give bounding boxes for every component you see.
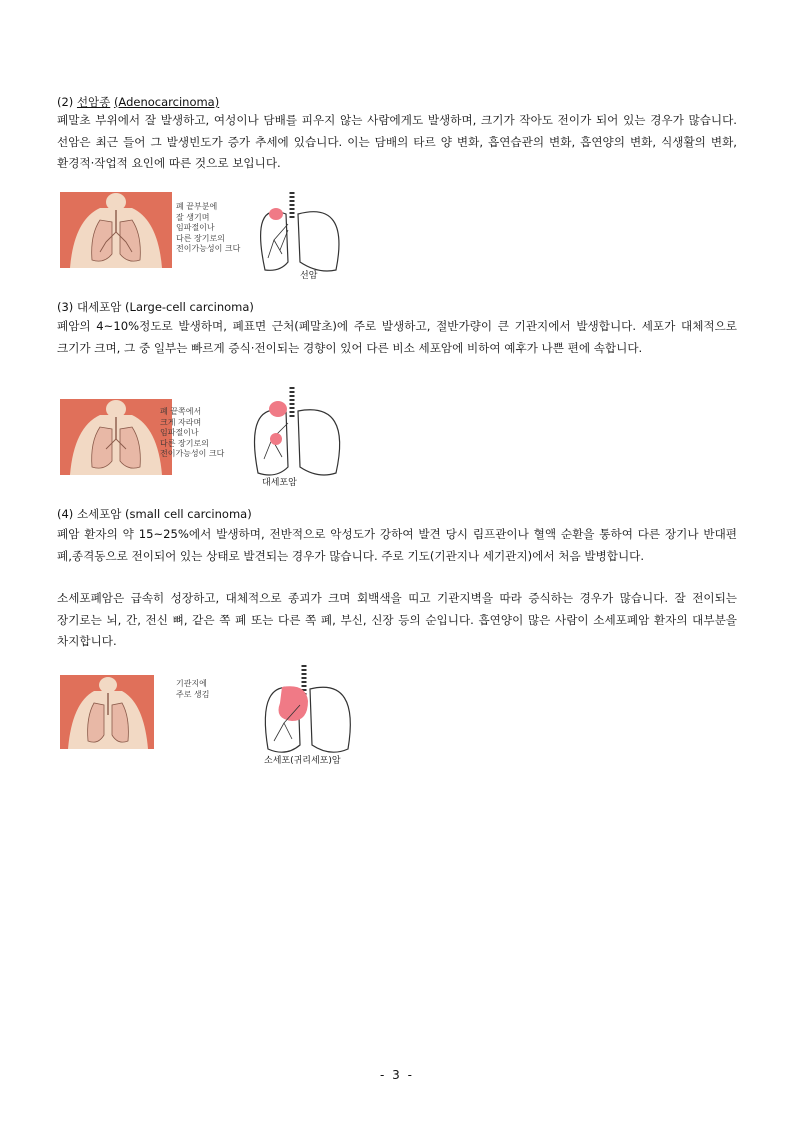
tumor-marker <box>279 686 309 721</box>
figure-small-cell <box>60 665 370 770</box>
section-title-en: (small cell carcinoma) <box>125 507 252 521</box>
section-paragraph: 폐말초 부위에서 잘 발생하고, 여성이나 담배를 피우지 않는 사람에게도 발생하며, 크기가 작아도 전이가 되어 있는 경우가 많습니다. 선암은 최근 들어 그 발생빈도가 증가 추세에 있습니다. 이는 담배의 타르 양 변화, 흡연습관의 변화, 흡연양의 변화, 식생활의 변화, 환경적·작업적 요인에 따른 것으로 보입니다. <box>57 113 737 170</box>
section-title-en: (Large-cell carcinoma) <box>125 300 254 314</box>
section-paragraph: 소세포폐암은 급속히 성장하고, 대체적으로 종괴가 크며 회백색을 띠고 기관지벽을 따라 증식하는 경우가 많습니다. 잘 전이되는 장기로는 뇌, 간, 전신 뼈, 같은 쪽 폐 또는 다른 쪽 폐, 부신, 신장 등의 순입니다. 흡연양이 많은 사람이 소세포폐암 환자의 대부분을 차지합니다. <box>57 591 737 648</box>
section-number: (4) <box>57 507 74 521</box>
figure-note: 폐 끝쪽에서 크게 자라며 임파절이나 다른 장기로의 전이가능성이 크다 <box>160 407 225 458</box>
figure-caption: 소세포(귀리세포)암 <box>264 756 341 766</box>
figure-note: 폐 끝부분에 잘 생기며 임파절이나 다른 장기로의 전이가능성이 크다 <box>176 202 241 253</box>
section-title-ko: 선암종 <box>76 95 111 109</box>
tumor-marker <box>269 208 283 220</box>
section-title-ko: 대세포암 <box>76 300 122 314</box>
section-paragraph: 폐암의 4~10%정도로 발생하며, 폐표면 근처(폐말초)에 주로 발생하고, 절반가량이 큰 기관지에서 발생합니다. 세포가 대체적으로 크기가 크며, 그 중 일부는 빠르게 증식·전이되는 경향이 있어 다른 비소 세포암에 비하여 예후가 나쁜 편에 속합니다. <box>57 319 737 355</box>
section-heading-large-cell <box>57 300 254 314</box>
figure-adenocarcinoma <box>60 180 360 280</box>
section-title-ko: 소세포암 <box>76 507 122 521</box>
page-number: - 3 - <box>380 1068 414 1082</box>
section-number: (3) <box>57 300 74 314</box>
figure-note: 기관지에 주로 생김 <box>176 679 210 699</box>
section-heading-small-cell <box>57 507 252 521</box>
section-number: (2) <box>57 95 74 109</box>
section-paragraph: 폐암 환자의 약 15~25%에서 발생하며, 전반적으로 악성도가 강하여 발견 당시 림프관이나 혈액 순환을 통하여 다른 장기나 반대편 폐,종격동으로 전이되어 있는 상태로 발견되는 경우가 많습니다. 주로 기도(기관지나 세기관지)에서 처음 발병합니다. <box>57 527 737 563</box>
figure-caption: 선암 <box>300 271 318 281</box>
figure-large-cell <box>60 387 360 492</box>
tumor-marker <box>270 433 282 445</box>
tumor-marker <box>269 401 287 417</box>
section-title-en: (Adenocarcinoma) <box>113 95 220 109</box>
figure-caption: 대세포암 <box>262 478 297 488</box>
section-heading-adenocarcinoma <box>57 95 219 109</box>
